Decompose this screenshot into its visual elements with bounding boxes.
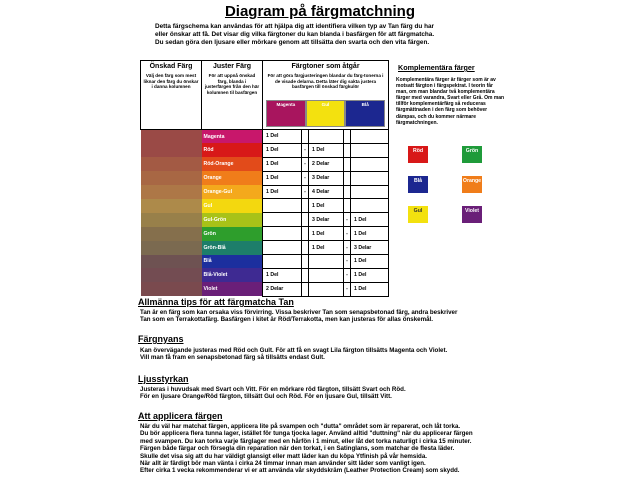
adjust-color-name: Blå: [202, 255, 263, 269]
complement-box-red: [408, 146, 428, 163]
complement-label: Grön: [465, 148, 479, 154]
adjust-color-name: Orange: [202, 171, 263, 185]
desired-color-swatch: [141, 241, 202, 255]
section-line: Färgen både färgar och försegla din reparation när den torkat, i en Satinglans, som matchar de flesta läder.: [140, 445, 455, 453]
tone-yellow-amount: 1 Del: [309, 199, 344, 213]
tone-magenta-amount: 1 Del: [263, 171, 302, 185]
section-title-hue: Färgnyans: [138, 334, 184, 344]
tone-magenta-amount: [263, 241, 302, 255]
complement-label: Gul: [413, 208, 423, 214]
tone-separator: [302, 199, 309, 213]
section-line: När du väl har matchat färgen, applicera lite på svampen och "dutta" området som är reparerat, och låt torka.: [140, 423, 461, 430]
tone-yellow-amount: 1 Del: [309, 143, 344, 157]
tone-blue-amount: [351, 143, 389, 157]
adjust-color-name: Orange-Gul: [202, 185, 263, 199]
tone-bars: [266, 100, 385, 127]
desired-color-swatch: [141, 227, 202, 241]
tone-blue-amount: [351, 185, 389, 199]
tone-magenta-amount: [263, 255, 302, 269]
section-body-apply: [140, 423, 473, 475]
tone-separator: -: [344, 213, 351, 227]
header-adjust-title: Juster Färg: [212, 63, 252, 70]
section-line: Skulle det visa sig att du har väldigt glansigt eller matt läder kan du köpa Ytfinish på vår hemsida.: [140, 452, 427, 460]
tone-magenta-amount: 1 Del: [263, 157, 302, 171]
section-title-brightness: Ljusstyrkan: [138, 374, 189, 384]
complement-box-violet: [462, 206, 482, 223]
adjust-color-name: Röd-Orange: [202, 157, 263, 171]
complement-box-yellow: [408, 206, 428, 223]
tone-blue-amount: [351, 171, 389, 185]
table-row: [141, 157, 389, 171]
tone-separator: [344, 157, 351, 171]
section-line: Efter cirka 1 vecka rekommenderar vi er att använda vår skyddskräm (Leather Protection Cream) som skydd.: [140, 467, 460, 475]
tone-yellow-amount: 4 Delar: [309, 185, 344, 199]
header-tones-title: Färgtoner som åtgår: [291, 63, 360, 70]
tone-blue-amount: [351, 157, 389, 171]
desired-color-swatch: [141, 143, 202, 157]
header-desired-color: [141, 61, 202, 130]
desired-color-swatch: [141, 171, 202, 185]
tone-magenta-amount: [263, 199, 302, 213]
tone-yellow-amount: 3 Delar: [309, 213, 344, 227]
tone-blue-bar: Blå: [345, 100, 385, 127]
section-line: Kan övervägande justeras med Röd och Gult. För att få en svagt Lila färgton tillsätts Magenta och Violet.: [140, 347, 448, 354]
table-row: [141, 171, 389, 185]
desired-color-swatch: [141, 282, 202, 296]
desired-color-swatch: [141, 255, 202, 269]
table-row: [141, 255, 389, 269]
section-body-brightness: [140, 386, 406, 401]
complement-label: Röd: [412, 148, 424, 154]
tone-separator: [344, 199, 351, 213]
complement-label: Blå: [413, 178, 423, 184]
table-row: [141, 185, 389, 199]
complement-text: Komplementära färger är färger som är av motsatt färgton i färgspektrat. I teorin får man, om man blandar två komplementära färger med varandra, Svart eller Grå. Om man tillför komplementärfärg så reduceras färgmättnaden i den färg som behöver dämpas, och du kommer närmare färgmatchningen.: [396, 77, 505, 126]
table-row: [141, 199, 389, 213]
tone-separator: -: [344, 255, 351, 269]
header-adjust-color: [202, 61, 263, 130]
section-line: med svampen. Du kan torka varje färglager med en hårfön i 1 minut, eller låt det torka naturligt i cirka 15 minuter.: [140, 437, 472, 445]
intro-line: eller önskar att få. Det visar dig vilka färgtoner du kan blanda i basfärgen för att färgmatcha.: [155, 31, 435, 38]
tone-blue-amount: 1 Del: [351, 213, 389, 227]
tone-yellow-amount: 1 Del: [309, 241, 344, 255]
section-line: Tan är en färg som kan orsaka viss förvirring. Vissa beskriver Tan som senapsbetonad färg, andra beskriver: [140, 309, 458, 316]
tone-yellow-bar: Gul: [306, 100, 346, 127]
tone-separator: [302, 255, 309, 269]
tone-separator: [302, 130, 309, 144]
complement-box-green: [462, 146, 482, 163]
tone-yellow-amount: 1 Del: [309, 227, 344, 241]
tone-yellow-amount: [309, 268, 344, 282]
tone-separator: [302, 227, 309, 241]
tone-yellow-amount: [309, 130, 344, 144]
adjust-color-name: Röd: [202, 143, 263, 157]
tone-magenta-amount: 1 Del: [263, 185, 302, 199]
section-title-apply: Att applicera färgen: [138, 411, 223, 421]
adjust-color-name: Grön: [202, 227, 263, 241]
tone-blue-amount: 1 Del: [351, 227, 389, 241]
tone-blue-amount: [351, 130, 389, 144]
tone-separator: [344, 130, 351, 144]
tone-separator: -: [302, 143, 309, 157]
desired-color-swatch: [141, 213, 202, 227]
tone-separator: [302, 213, 309, 227]
table-row: [141, 130, 389, 144]
tone-yellow-amount: 3 Delar: [309, 171, 344, 185]
section-line: Tan som en Terrakottafärg. Basfärgen i kitet är Röd/Terrakotta, men kan justeras för allas önskemål.: [140, 316, 433, 324]
section-title-general: Allmänna tips för att färgmatcha Tan: [138, 297, 294, 307]
table-row: [141, 227, 389, 241]
section-line: Du bör applicera flera tunna lager, istället för tunga tjocka lager. Använd alltid "duttning" när du applicerar färgen: [140, 430, 473, 438]
tone-magenta-amount: 1 Del: [263, 268, 302, 282]
desired-color-swatch: [141, 268, 202, 282]
tone-magenta-bar: Magenta: [266, 100, 306, 127]
tone-separator: -: [344, 227, 351, 241]
desired-color-swatch: [141, 185, 202, 199]
intro-line: Detta färgschema kan användas för att hjälpa dig att identifiera vilken typ av Tan färg du har: [155, 23, 435, 30]
adjust-color-name: Magenta: [202, 130, 263, 144]
section-line: Vill man få fram en senapsbetonad färg så tillsätts endast Gult.: [140, 354, 325, 362]
desired-color-swatch: [141, 130, 202, 144]
tone-separator: [344, 171, 351, 185]
tone-blue-amount: 1 Del: [351, 255, 389, 269]
tone-separator: -: [302, 157, 309, 171]
tone-magenta-amount: [263, 227, 302, 241]
tone-magenta-amount: 2 Delar: [263, 282, 302, 296]
adjust-color-name: Gul: [202, 199, 263, 213]
section-body-hue: [140, 347, 447, 362]
header-tones: [263, 61, 389, 130]
tone-separator: -: [344, 268, 351, 282]
tone-magenta-amount: 1 Del: [263, 143, 302, 157]
adjust-color-name: Violet: [202, 282, 263, 296]
header-tones-desc: För att göra färgjusteringen blandar du färg-tonerna i de visade delarna. Detta läter dig sakta justera basfärgen till önskad färgkulör: [267, 73, 384, 90]
tone-blue-amount: 1 Del: [351, 268, 389, 282]
table-row: [141, 241, 389, 255]
table-row: [141, 143, 389, 157]
section-line: När allt är färdigt bör man vänta i cirka 24 timmar innan man använder sitt läder som vanligt igen.: [140, 460, 426, 468]
section-body-general: [140, 309, 457, 324]
section-line: För en ljusare Orange/Röd färgton, tillsätt Gul och Röd. För en ljusare Gul, tillsätt Vitt.: [140, 393, 392, 401]
tone-blue-amount: [351, 199, 389, 213]
tone-separator: -: [344, 241, 351, 255]
tone-yellow-amount: [309, 282, 344, 296]
adjust-color-name: Gul-Grön: [202, 213, 263, 227]
header-adjust-desc: För att uppnå önskad färg, blanda i justerfärgen från den här kolumnen til basfärgen: [204, 73, 260, 95]
complement-label: Orange: [462, 178, 482, 184]
tone-separator: [302, 268, 309, 282]
tone-yellow-amount: 2 Delar: [309, 157, 344, 171]
tone-separator: -: [302, 171, 309, 185]
complement-box-blue: [408, 176, 428, 193]
tone-magenta-amount: [263, 213, 302, 227]
tone-separator: [302, 282, 309, 296]
complement-box-orange: [462, 176, 482, 193]
desired-color-swatch: [141, 157, 202, 171]
table-row: [141, 268, 389, 282]
tone-separator: [344, 143, 351, 157]
color-matching-table: [140, 60, 389, 297]
tone-separator: [344, 185, 351, 199]
table-row: [141, 282, 389, 296]
section-line: Justeras i huvudsak med Svart och Vitt. För en mörkare röd färgton, tillsätt Svart och Röd.: [140, 386, 406, 393]
tone-separator: -: [344, 282, 351, 296]
tone-separator: -: [302, 185, 309, 199]
complement-title: Komplementära färger: [398, 63, 475, 72]
header-desired-title: Önskad Färg: [149, 63, 193, 70]
tone-blue-amount: 1 Del: [351, 282, 389, 296]
complement-label: Violet: [464, 208, 480, 214]
adjust-color-name: Grön-Blå: [202, 241, 263, 255]
tone-blue-amount: 3 Delar: [351, 241, 389, 255]
adjust-color-name: Blå-Violet: [202, 268, 263, 282]
tone-magenta-amount: 1 Del: [263, 130, 302, 144]
tone-yellow-amount: [309, 255, 344, 269]
table-row: [141, 213, 389, 227]
intro-line: Du sedan göra den ljusare eller mörkare genom att tillsätta den svarta och den vita färgen.: [155, 39, 430, 46]
tone-separator: [302, 241, 309, 255]
desired-color-swatch: [141, 199, 202, 213]
header-desired-desc: Välj den färg som mest liknar den färg du önskar i danna kolumnen: [143, 73, 199, 90]
intro-text: [155, 23, 500, 47]
page-title: Diagram på färgmatchning: [224, 3, 416, 20]
